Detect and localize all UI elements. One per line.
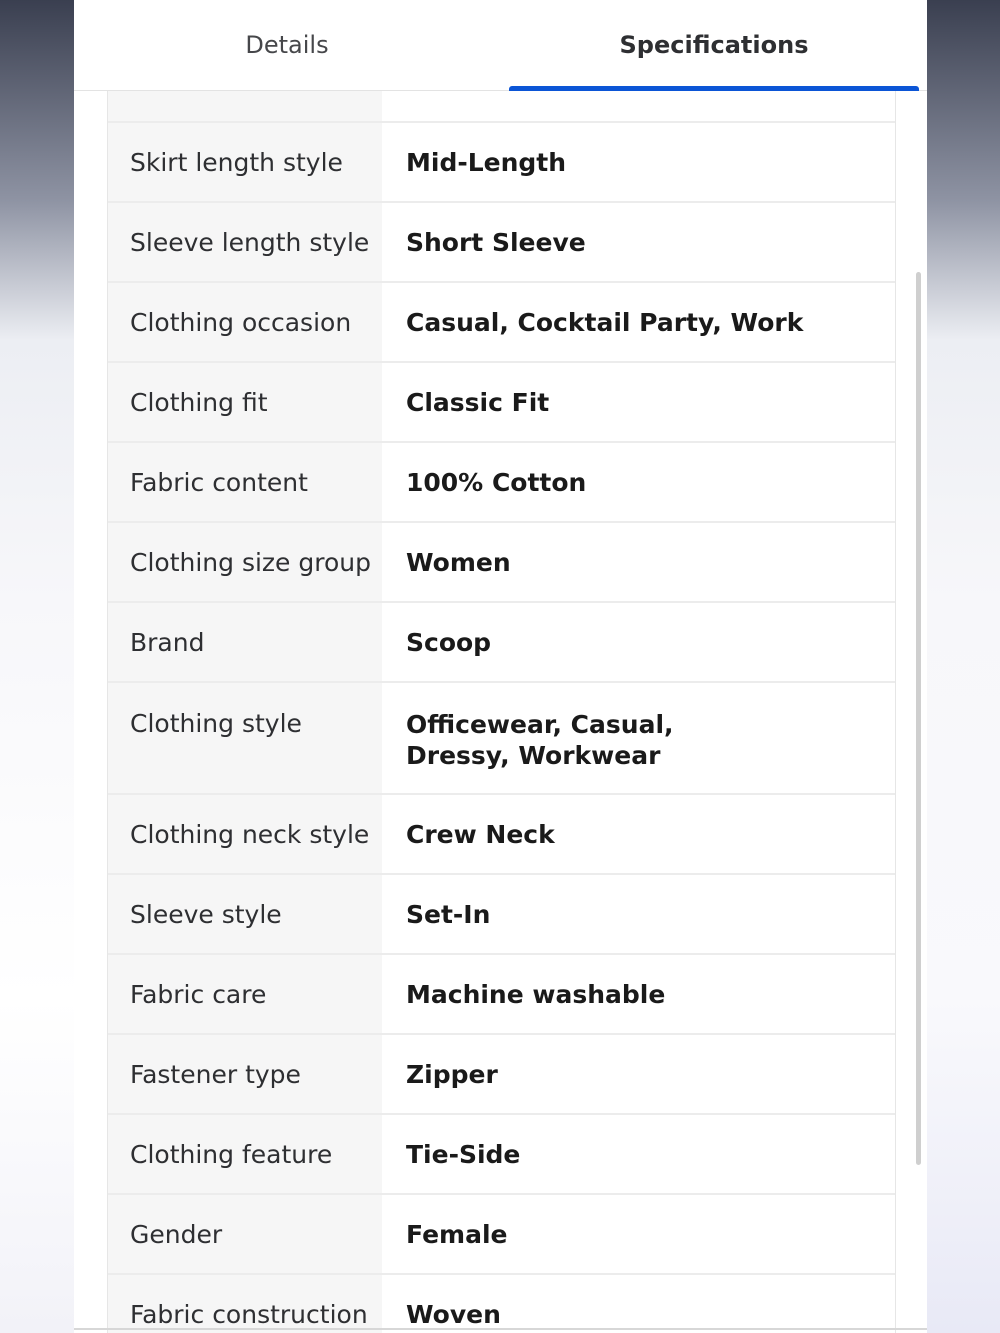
spec-value: Zipper	[382, 1035, 895, 1113]
spec-label: Sleeve style	[108, 875, 382, 953]
spec-value: Classic Fit	[382, 363, 895, 441]
spec-value: Women	[382, 523, 895, 601]
spec-label: Fabric content	[108, 443, 382, 521]
spec-value: Machine washable	[382, 955, 895, 1033]
table-row	[108, 1195, 895, 1275]
spec-value: Crew Neck	[382, 795, 895, 873]
bottom-divider	[74, 1328, 927, 1330]
table-row	[108, 875, 895, 955]
table-row	[108, 603, 895, 683]
table-row	[108, 443, 895, 523]
tab-bar	[74, 0, 927, 91]
table-row	[108, 1035, 895, 1115]
spec-value: Tie-Side	[382, 1115, 895, 1193]
spec-label: Brand	[108, 603, 382, 681]
table-row	[108, 523, 895, 603]
tab-specifications[interactable]: Specifications	[619, 31, 809, 59]
tab-details[interactable]: Details	[245, 31, 329, 59]
spec-value: Woven	[382, 1275, 895, 1333]
spec-label: Fastener type	[108, 1035, 382, 1113]
spec-value: Set-In	[382, 875, 895, 953]
spec-value: Scoop	[382, 603, 895, 681]
spec-value: Short Sleeve	[382, 203, 895, 281]
spec-label: Clothing occasion	[108, 283, 382, 361]
table-row	[108, 363, 895, 443]
table-row	[108, 1275, 895, 1333]
spec-label: Clothing feature	[108, 1115, 382, 1193]
table-row	[108, 795, 895, 875]
spec-label: Gender	[108, 1195, 382, 1273]
table-row	[108, 683, 895, 795]
spec-value: 100% Cotton	[382, 443, 895, 521]
spec-value	[382, 683, 895, 793]
active-tab-indicator	[509, 86, 919, 91]
spec-label: Fabric construction	[108, 1275, 382, 1333]
spec-value: Casual, Cocktail Party, Work	[382, 283, 895, 361]
table-row	[108, 1115, 895, 1195]
spec-label: Clothing fit	[108, 363, 382, 441]
spec-value: Mid-Length	[382, 123, 895, 201]
spec-label: Clothing neck style	[108, 795, 382, 873]
spec-label: Sleeve length style	[108, 203, 382, 281]
background-right	[927, 0, 1000, 1333]
spec-label: Clothing style	[108, 683, 382, 793]
spec-label: Skirt length style	[108, 123, 382, 201]
table-row	[108, 123, 895, 203]
table-row	[108, 203, 895, 283]
specifications-panel	[74, 0, 927, 1333]
spec-value: Female	[382, 1195, 895, 1273]
table-row	[108, 955, 895, 1035]
specifications-table	[107, 41, 896, 1333]
scrollbar[interactable]	[916, 272, 921, 1165]
spec-value-line: Dressy, Workwear	[406, 741, 661, 770]
spec-label: Fabric care	[108, 955, 382, 1033]
spec-label: Clothing size group	[108, 523, 382, 601]
spec-value-line: Officewear, Casual,	[406, 710, 674, 739]
table-row	[108, 283, 895, 363]
